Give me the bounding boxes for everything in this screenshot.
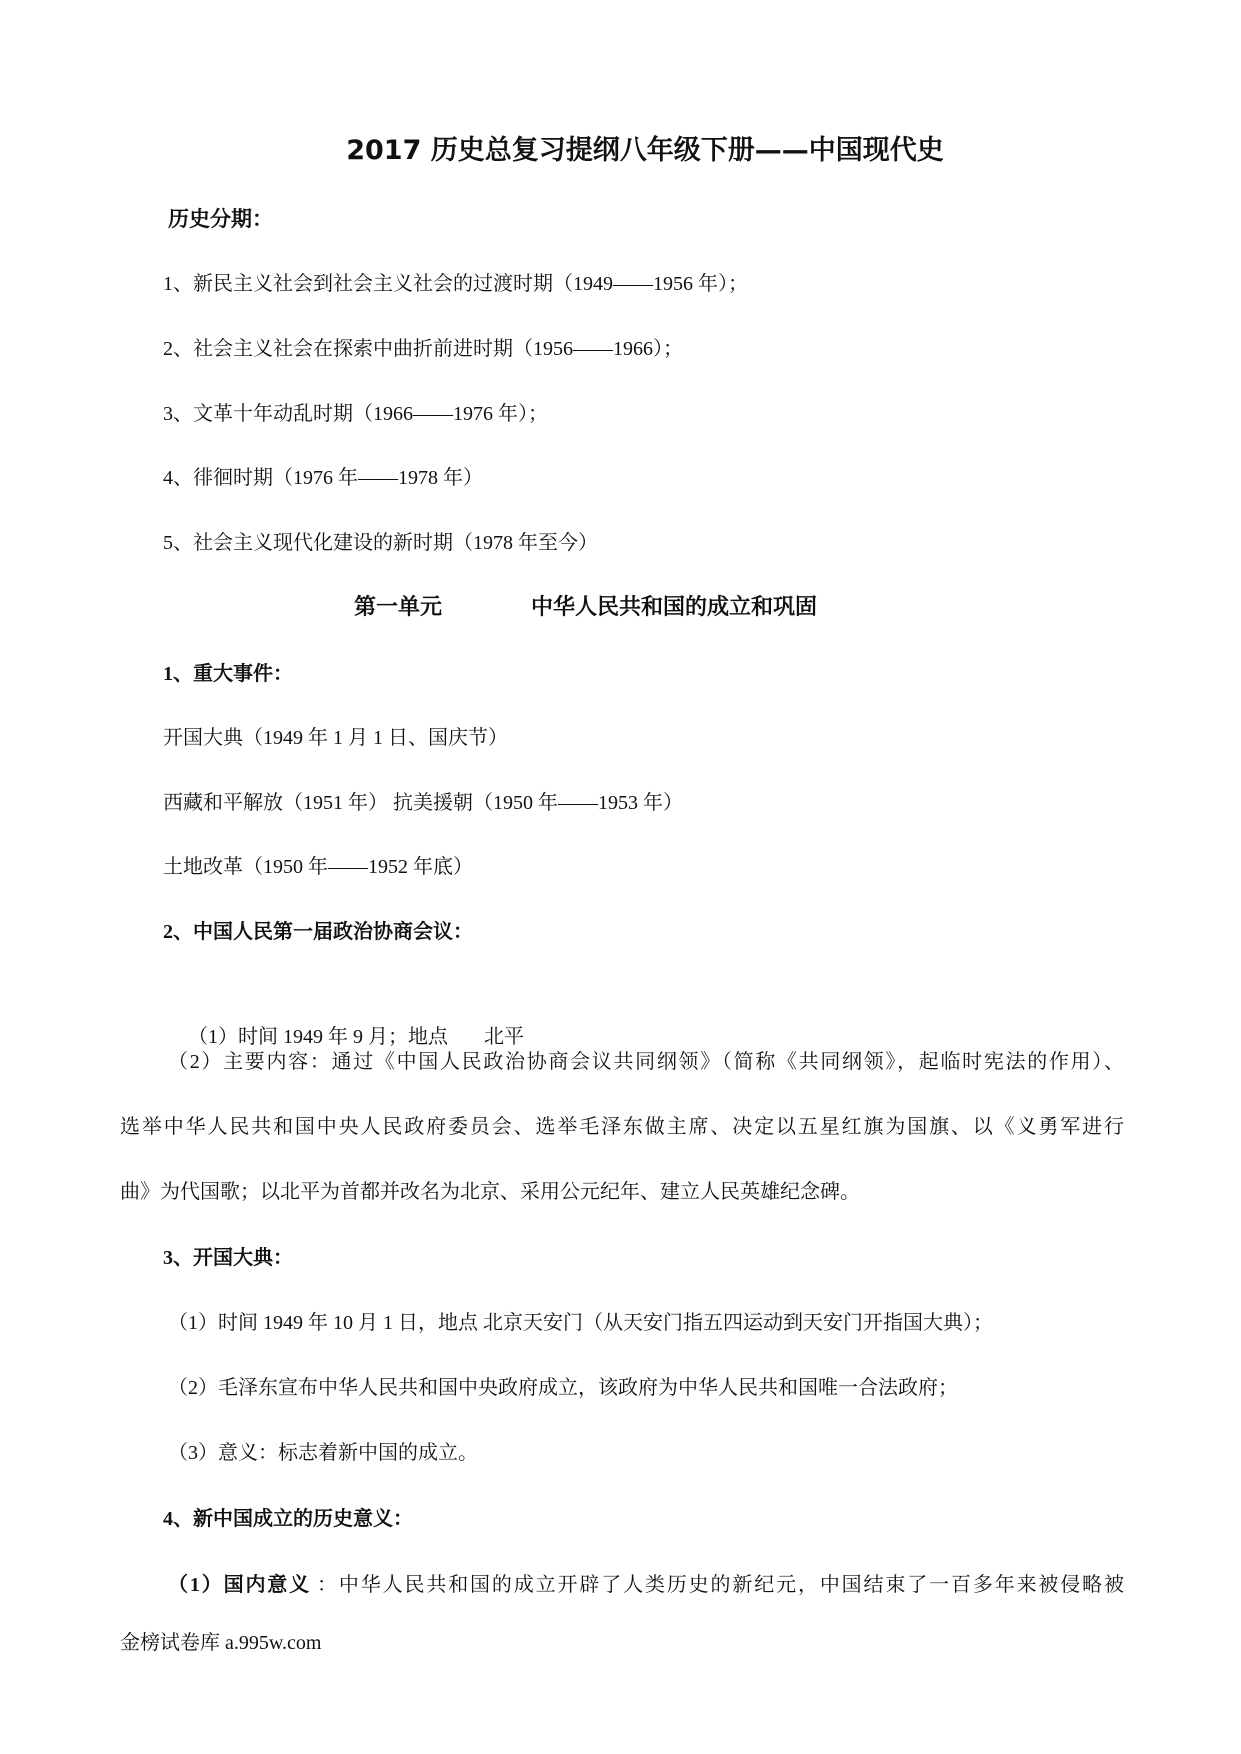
periodization-heading: 历史分期： — [168, 207, 273, 231]
ceremony-item: （1）时间 1949 年 10 月 1 日，地点 北京天安门（从天安门指五四运动到天安门开指国大典）； — [168, 1312, 993, 1334]
cppcc-content-line: （2）主要内容：通过《中国人民政治协商会议共同纲领》（简称《共同纲领》，起临时宪法的作用）、 — [168, 1051, 1124, 1073]
document-title: 2017 历史总复习提纲八年级下册——中国现代史 — [346, 135, 944, 166]
cppcc-content-line: 选举中华人民共和国中央人民政府委员会、选举毛泽东做主席、决定以五星红旗为国旗、以《义勇军进行 — [120, 1116, 1124, 1138]
section4-heading: 4、新中国成立的历史意义： — [163, 1508, 413, 1530]
period-item: 2、社会主义社会在探索中曲折前进时期（1956——1966）； — [163, 338, 683, 360]
period-item: 5、社会主义现代化建设的新时期（1978 年至今） — [163, 532, 598, 554]
unit-title: 中华人民共和国的成立和巩固 — [531, 595, 818, 620]
page-footer: 金榜试卷库 a.995w.com — [120, 1632, 322, 1654]
unit-number: 第一单元 — [354, 595, 443, 620]
section1-heading: 1、重大事件： — [163, 663, 293, 685]
cppcc-place: 北平 — [484, 1026, 524, 1048]
domestic-significance-label: （1）国内意义 — [168, 1574, 312, 1596]
period-item: 4、徘徊时期（1976 年——1978 年） — [163, 467, 483, 489]
period-item: 1、新民主义社会到社会主义社会的过渡时期（1949——1956 年）； — [163, 273, 748, 295]
event-line: 西藏和平解放（1951 年） 抗美援朝（1950 年——1953 年） — [163, 792, 683, 814]
cppcc-content-line: 曲》为代国歌；以北平为首都并改名为北京、采用公元纪年、建立人民英雄纪念碑。 — [120, 1181, 860, 1203]
ceremony-item: （3）意义：标志着新中国的成立。 — [168, 1442, 478, 1464]
event-line: 开国大典（1949 年 1 月 1 日、国庆节） — [163, 727, 508, 749]
domestic-significance-line — [168, 1565, 1124, 1605]
section2-heading: 2、中国人民第一届政治协商会议： — [163, 921, 473, 943]
domestic-significance-text: ：中华人民共和国的成立开辟了人类历史的新纪元，中国结束了一百多年来被侵略被 — [317, 1574, 1124, 1596]
period-item: 3、文革十年动乱时期（1966——1976 年）； — [163, 403, 548, 425]
ceremony-item: （2）毛泽东宣布中华人民共和国中央政府成立，该政府为中华人民共和国唯一合法政府； — [168, 1377, 958, 1399]
cppcc-time-text: （1）时间 1949 年 9 月；地点 — [188, 1026, 448, 1048]
section3-heading: 3、开国大典： — [163, 1247, 293, 1269]
event-line: 土地改革（1950 年——1952 年底） — [163, 856, 473, 878]
cppcc-time-place — [168, 977, 524, 1048]
